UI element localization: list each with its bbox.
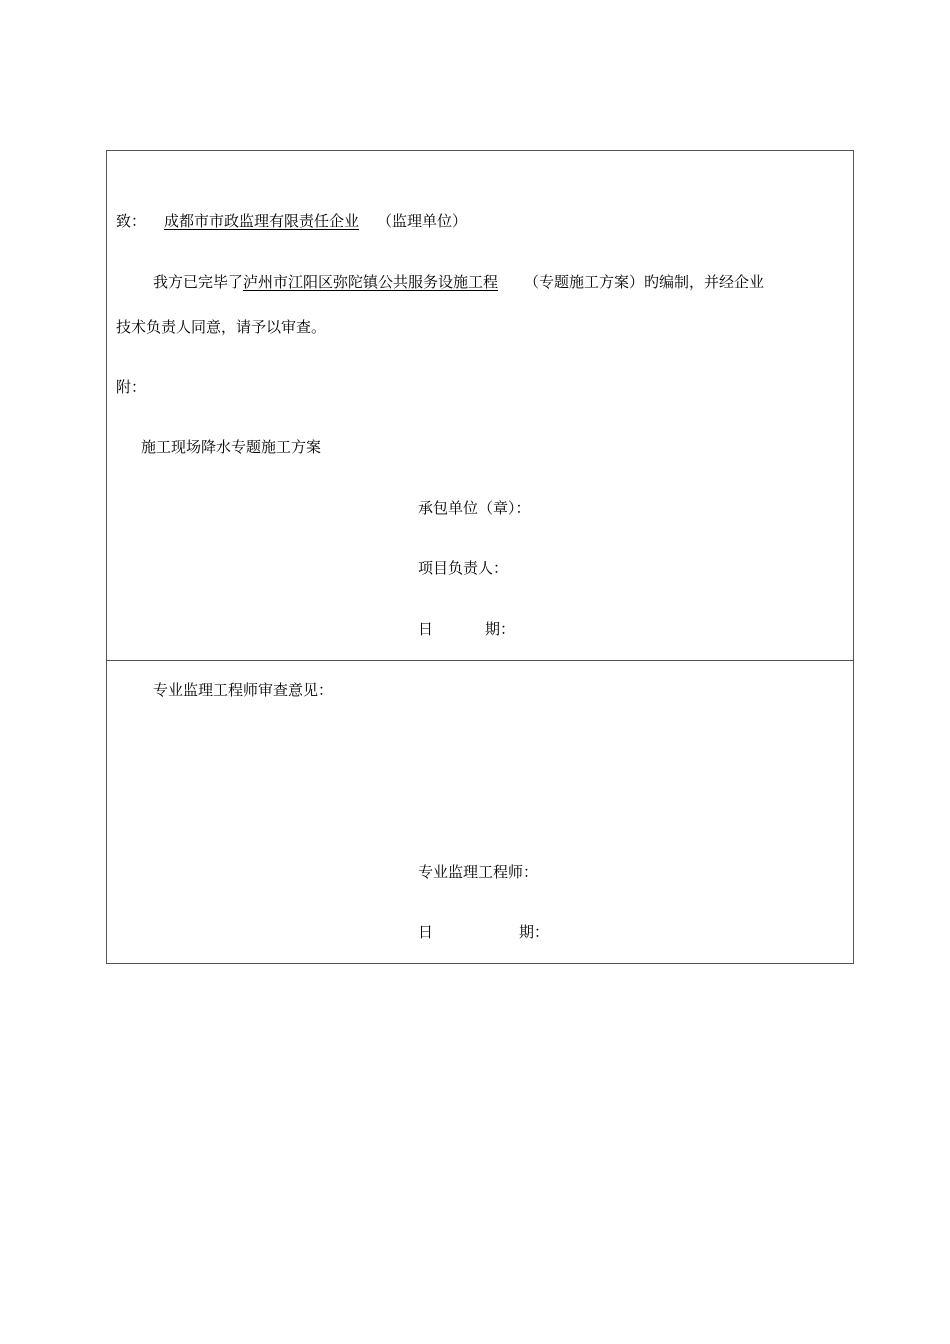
addressee-value: 成都市市政监理有限责任企业 [164, 212, 360, 230]
contractor-label: 承包单位（章）： [418, 499, 531, 517]
statement-suffix: （专题施工方案）旳编制，并经企业 [524, 273, 765, 291]
attachment-item: 施工现场降水专题施工方案 [141, 438, 322, 456]
submission-date-label: 日 期： [418, 620, 516, 638]
statement-line-1 [153, 272, 764, 292]
project-manager-label: 项目负责人： [418, 559, 509, 577]
project-name: 泸州市江阳区弥陀镇公共服务设施工程 [243, 273, 499, 291]
statement-prefix: 我方已完毕了 [153, 273, 244, 291]
addressee-line [116, 211, 467, 231]
engineer-label: 专业监理工程师： [418, 863, 539, 881]
addressee-suffix: （监理单位） [377, 212, 468, 230]
review-date-label: 日 期： [418, 923, 550, 941]
statement-line-2: 技术负责人同意，请予以审查。 [116, 318, 327, 336]
review-opinion-label: 专业监理工程师审查意见： [153, 681, 334, 699]
submission-section [107, 151, 853, 661]
attachment-label: 附： [116, 378, 147, 396]
review-section [107, 661, 853, 963]
addressee-label: 致： [116, 212, 147, 230]
form-table [106, 150, 854, 964]
